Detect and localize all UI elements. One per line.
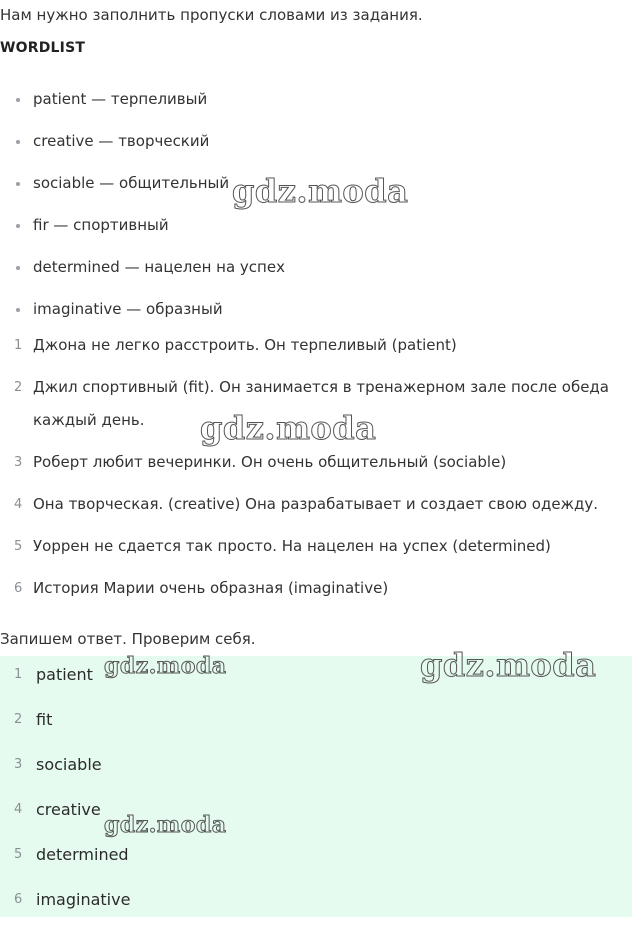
bullet-icon <box>16 266 20 270</box>
list-item <box>0 172 632 214</box>
sentence-item <box>0 371 632 437</box>
sentence-text: Джона не легко расстроить. Он терпеливый (patient) <box>33 336 457 354</box>
answer-item <box>0 840 632 870</box>
answer-box <box>0 656 632 917</box>
sentence-text: Джил спортивный (fit). Он занимается в тренажерном зале после обеда каждый день. <box>33 378 609 429</box>
sentence-text: Уоррен не сдается так просто. На нацелен на успех (determined) <box>33 537 551 555</box>
sentence-number: 3 <box>14 455 23 470</box>
answer-number: 1 <box>14 667 23 682</box>
list-item <box>0 88 632 130</box>
check-answer-text: Запишем ответ. Проверим себя. <box>0 630 256 648</box>
answer-item <box>0 705 632 735</box>
answer-word: imaginative <box>36 890 131 909</box>
bullet-icon <box>16 308 20 312</box>
sentence-number: 2 <box>14 380 23 395</box>
answer-number: 5 <box>14 847 23 862</box>
answer-word: fit <box>36 710 53 729</box>
answer-word: sociable <box>36 755 102 774</box>
answer-number: 4 <box>14 802 23 817</box>
sentence-text: Она творческая. (creative) Она разрабатывает и создает свою одежду. <box>33 495 599 513</box>
answer-word: determined <box>36 845 129 864</box>
bullet-icon <box>16 98 20 102</box>
wordlist-entry: determined — нацелен на успех <box>33 258 285 276</box>
answer-item <box>0 885 632 915</box>
answer-item <box>0 795 632 825</box>
list-item <box>0 130 632 172</box>
answer-word: patient <box>36 665 93 684</box>
intro-text: Нам нужно заполнить пропуски словами из задания. <box>0 6 423 24</box>
bullet-icon <box>16 224 20 228</box>
wordlist-heading: WORDLIST <box>0 40 86 56</box>
sentence-item <box>0 329 632 362</box>
sentence-number: 6 <box>14 581 23 596</box>
watermark: gdz.moda <box>232 172 409 210</box>
wordlist-entry: patient — терпеливый <box>33 90 208 108</box>
answer-number: 6 <box>14 892 23 907</box>
sentence-text: История Марии очень образная (imaginative) <box>33 579 389 597</box>
watermark: gdz.moda <box>200 409 377 447</box>
sentence-number: 1 <box>14 338 23 353</box>
sentence-item <box>0 530 632 563</box>
wordlist-entry: imaginative — образный <box>33 300 223 318</box>
answer-item <box>0 750 632 780</box>
answer-item <box>0 660 632 690</box>
wordlist <box>0 88 632 340</box>
sentence-item <box>0 572 632 605</box>
wordlist-entry: creative — творческий <box>33 132 210 150</box>
list-item <box>0 214 632 256</box>
answer-word: creative <box>36 800 101 819</box>
sentence-number: 4 <box>14 497 23 512</box>
sentence-item <box>0 488 632 521</box>
sentence-text: Роберт любит вечеринки. Он очень общительный (sociable) <box>33 453 507 471</box>
bullet-icon <box>16 182 20 186</box>
sentence-number: 5 <box>14 539 23 554</box>
sentence-item <box>0 446 632 479</box>
wordlist-entry: sociable — общительный <box>33 174 230 192</box>
answer-number: 3 <box>14 757 23 772</box>
wordlist-entry: fir — спортивный <box>33 216 169 234</box>
bullet-icon <box>16 140 20 144</box>
sentence-list <box>0 329 632 614</box>
answer-number: 2 <box>14 712 23 727</box>
list-item <box>0 256 632 298</box>
